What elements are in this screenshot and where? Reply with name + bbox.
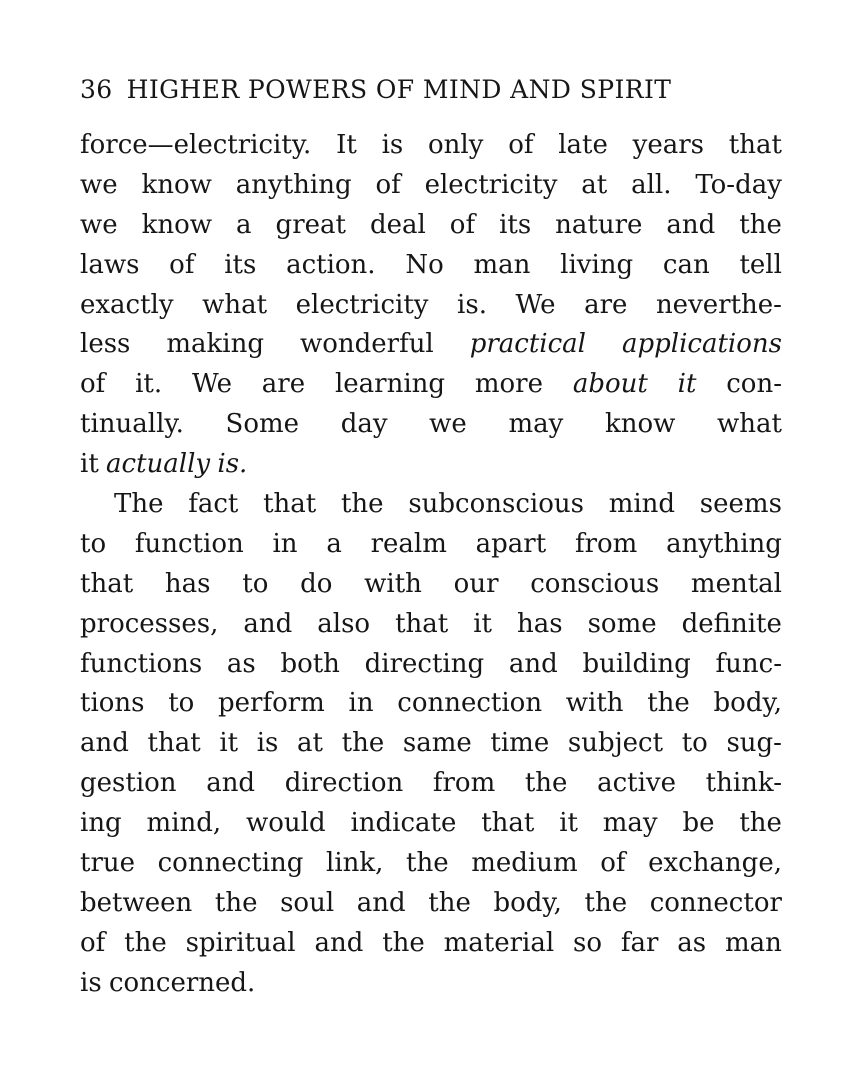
word: its xyxy=(224,249,257,280)
word: years xyxy=(632,130,705,160)
italic-word: is. xyxy=(217,449,248,480)
word: we xyxy=(80,169,118,200)
word: of xyxy=(600,848,626,879)
word: man xyxy=(473,249,531,280)
word: processes, xyxy=(80,608,219,639)
word: the xyxy=(340,489,384,520)
word: has xyxy=(164,568,211,599)
word: a xyxy=(326,528,342,559)
text-line xyxy=(80,684,782,724)
word: may xyxy=(508,409,564,440)
word: neverthe- xyxy=(655,289,782,320)
word: far xyxy=(620,927,659,958)
word: indicate xyxy=(350,808,457,839)
word: may xyxy=(602,808,658,839)
word: with xyxy=(565,688,624,719)
italic-word: it xyxy=(677,369,697,400)
word: link, xyxy=(326,848,384,879)
word: is xyxy=(256,728,279,759)
word: and xyxy=(356,887,406,918)
text-line xyxy=(80,924,782,964)
word: nature xyxy=(555,209,643,240)
word: its xyxy=(499,209,532,240)
word: function xyxy=(134,528,244,559)
word: be xyxy=(682,808,715,839)
word: some xyxy=(587,608,657,639)
word: to xyxy=(168,688,195,719)
word: tions xyxy=(80,688,145,719)
word: and xyxy=(508,648,558,679)
text-line xyxy=(80,365,782,405)
word: as xyxy=(226,648,256,679)
word: laws xyxy=(80,249,140,280)
word: connecting xyxy=(157,848,304,879)
paragraph xyxy=(80,126,782,485)
text-line xyxy=(80,525,782,565)
word: directing xyxy=(364,648,485,679)
word: time xyxy=(490,728,550,759)
word: deal xyxy=(369,209,426,240)
word: exchange, xyxy=(648,848,782,879)
word: it xyxy=(80,449,99,480)
word: action. xyxy=(286,249,376,280)
word: making xyxy=(166,329,264,360)
word: perform xyxy=(218,688,325,719)
word: are xyxy=(261,369,306,400)
word: know xyxy=(604,409,676,440)
word: direction xyxy=(284,768,404,799)
word: and xyxy=(206,768,256,799)
text-line xyxy=(80,246,782,286)
word: and xyxy=(314,927,364,958)
text-line xyxy=(80,724,782,764)
word: also xyxy=(317,608,371,639)
word: force—electricity. xyxy=(80,130,312,160)
word: learning xyxy=(334,369,446,400)
text-line xyxy=(80,844,782,884)
word: spiritual xyxy=(185,927,296,958)
italic-word: actually xyxy=(106,449,211,480)
word: We xyxy=(191,369,232,400)
word: we xyxy=(80,209,118,240)
word: We xyxy=(515,289,556,320)
word: is xyxy=(80,967,102,998)
word: as xyxy=(677,927,707,958)
word: apart xyxy=(475,528,547,559)
word: to xyxy=(80,528,107,559)
word: connector xyxy=(649,887,782,918)
word: anything xyxy=(666,528,782,559)
word: that xyxy=(395,608,449,639)
word: tell xyxy=(739,249,782,280)
word: that xyxy=(263,489,317,520)
word: the xyxy=(382,927,425,958)
word: true xyxy=(80,848,136,879)
word: from xyxy=(432,768,496,799)
body-text xyxy=(80,126,782,1004)
word: exactly xyxy=(80,289,174,320)
running-head-title: HIGHER POWERS OF MIND AND SPIRIT xyxy=(126,75,672,104)
word: conscious xyxy=(530,568,660,599)
word: material xyxy=(443,927,555,958)
word: the xyxy=(524,768,568,799)
text-line xyxy=(80,565,782,605)
word: concerned. xyxy=(108,967,256,998)
text-line xyxy=(80,445,782,485)
word: ing xyxy=(80,808,122,839)
word: active xyxy=(597,768,676,799)
text-line xyxy=(80,286,782,326)
word: know xyxy=(141,209,213,240)
word: the xyxy=(647,688,690,719)
word: more xyxy=(474,369,543,400)
word: our xyxy=(453,568,499,599)
word: sug- xyxy=(726,728,782,759)
word: functions xyxy=(80,648,203,679)
word: connection xyxy=(397,688,543,719)
word: con- xyxy=(726,369,782,400)
word: both xyxy=(280,648,340,679)
word: is. xyxy=(457,289,487,320)
italic-word: about xyxy=(572,369,648,400)
word: with xyxy=(364,568,422,599)
word: of xyxy=(508,130,534,160)
word: mind, xyxy=(146,808,222,839)
word: know xyxy=(141,169,212,200)
word: func- xyxy=(715,648,782,679)
italic-word: applications xyxy=(621,329,782,360)
text-line xyxy=(80,126,782,166)
word: only xyxy=(428,130,484,160)
word: body, xyxy=(493,887,562,918)
word: what xyxy=(717,409,782,440)
word: the xyxy=(739,209,782,240)
word: man xyxy=(724,927,782,958)
text-line xyxy=(80,804,782,844)
word: it xyxy=(219,728,239,759)
word: has xyxy=(516,608,563,639)
word: it xyxy=(559,808,578,839)
word: in xyxy=(348,688,374,719)
word: mental xyxy=(690,568,782,599)
word: gestion xyxy=(80,768,177,799)
word: the xyxy=(341,728,385,759)
text-line xyxy=(80,884,782,924)
word: what xyxy=(202,289,268,320)
word: that xyxy=(147,728,201,759)
word: late xyxy=(558,130,608,160)
word: and xyxy=(243,608,293,639)
word: building xyxy=(582,648,691,679)
text-line xyxy=(80,764,782,804)
word: of xyxy=(80,369,106,400)
word: of xyxy=(169,249,195,280)
word: anything xyxy=(235,169,352,200)
word: between xyxy=(80,887,193,918)
word: can xyxy=(662,249,710,280)
word: of xyxy=(375,169,401,200)
word: day xyxy=(340,409,388,440)
text-line xyxy=(80,325,782,365)
word: and xyxy=(80,728,129,759)
text-line xyxy=(80,645,782,685)
word: definite xyxy=(681,608,782,639)
text-line xyxy=(80,485,782,525)
word: Some xyxy=(225,409,300,440)
word: The xyxy=(114,489,164,520)
word: the xyxy=(428,887,471,918)
word: less xyxy=(80,329,131,360)
word: No xyxy=(405,249,444,280)
word: to xyxy=(681,728,708,759)
word: in xyxy=(272,528,298,559)
word: seems xyxy=(699,489,782,520)
word: would xyxy=(246,808,326,839)
paragraph xyxy=(80,485,782,1004)
word: subconscious xyxy=(408,489,584,520)
word: To-day xyxy=(695,169,782,200)
word: think- xyxy=(705,768,782,799)
word: electricity xyxy=(424,169,558,200)
word: the xyxy=(406,848,449,879)
running-head xyxy=(80,72,780,108)
word: at xyxy=(581,169,608,200)
word: the xyxy=(214,887,258,918)
word: at xyxy=(297,728,323,759)
word: medium xyxy=(471,848,578,879)
word: of xyxy=(80,927,106,958)
text-line xyxy=(80,964,782,1004)
word: the xyxy=(584,887,628,918)
word: same xyxy=(402,728,472,759)
word: realm xyxy=(370,528,447,559)
word: wonderful xyxy=(299,329,434,360)
word: from xyxy=(574,528,638,559)
word: are xyxy=(584,289,628,320)
text-line xyxy=(80,206,782,246)
word: to xyxy=(242,568,269,599)
word: so xyxy=(573,927,603,958)
word: living xyxy=(560,249,634,280)
word: it xyxy=(473,608,492,639)
word: mind xyxy=(608,489,676,520)
word: that xyxy=(80,568,134,599)
text-line xyxy=(80,405,782,445)
page-number: 36 xyxy=(80,75,113,104)
word: a xyxy=(236,209,252,240)
word: that xyxy=(481,808,535,839)
word: all. xyxy=(631,169,672,200)
word: of xyxy=(449,209,476,240)
word: great xyxy=(275,209,346,240)
word: is xyxy=(381,130,404,160)
word: it. xyxy=(135,369,163,400)
italic-word: practical xyxy=(469,329,586,360)
word: tinually. xyxy=(80,409,184,440)
word: the xyxy=(739,808,782,839)
word: and xyxy=(666,209,716,240)
word: that xyxy=(728,130,782,160)
text-line xyxy=(80,166,782,206)
word: do xyxy=(300,568,333,599)
word: electricity xyxy=(295,289,429,320)
word: the xyxy=(124,927,167,958)
word: fact xyxy=(188,489,239,520)
word: It xyxy=(336,130,357,160)
word: soul xyxy=(280,887,335,918)
word: we xyxy=(429,409,467,440)
word: body, xyxy=(713,688,782,719)
word: subject xyxy=(567,728,664,759)
text-line xyxy=(80,605,782,645)
